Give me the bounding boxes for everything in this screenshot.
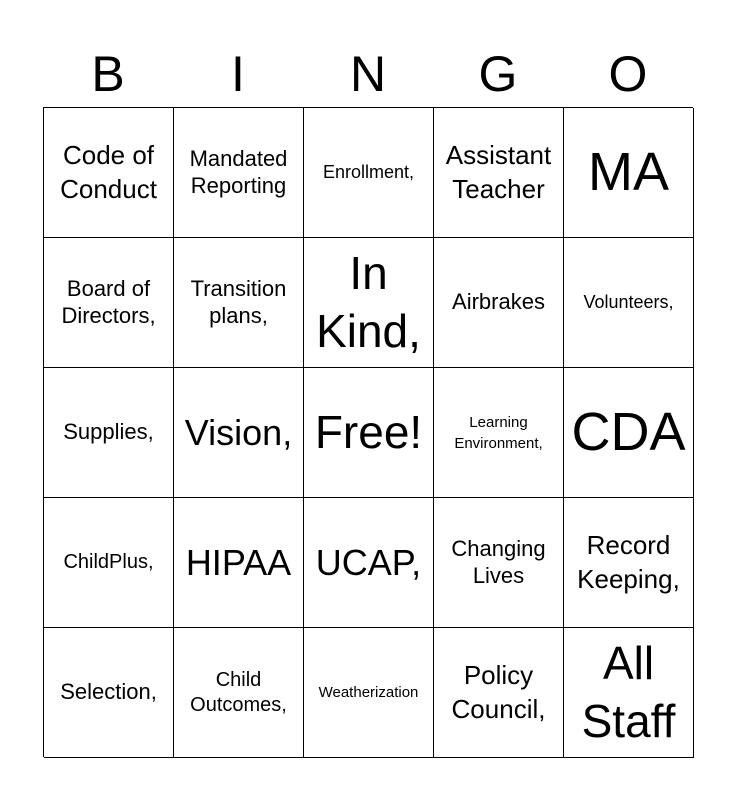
cell-text: Learning Environment, bbox=[454, 413, 543, 452]
cell-text: MA bbox=[588, 141, 669, 202]
cell-text: Transition plans, bbox=[190, 276, 287, 328]
bingo-cell[interactable] bbox=[44, 238, 174, 368]
cell-text: Board of Directors, bbox=[61, 276, 156, 328]
bingo-cell[interactable] bbox=[304, 238, 434, 368]
bingo-cell[interactable] bbox=[44, 108, 174, 238]
bingo-cell[interactable] bbox=[44, 628, 174, 758]
cell-text: All Staff bbox=[581, 637, 676, 747]
bingo-cell[interactable] bbox=[434, 238, 564, 368]
header-letter-n: N bbox=[349, 46, 387, 102]
bingo-cell[interactable] bbox=[44, 368, 174, 498]
header-letter-b: B bbox=[91, 46, 125, 102]
bingo-cell[interactable] bbox=[564, 238, 694, 368]
cell-text: Airbrakes bbox=[452, 289, 545, 315]
cell-text: Assistant Teacher bbox=[445, 139, 552, 204]
bingo-cell[interactable] bbox=[174, 108, 304, 238]
cell-text: ChildPlus, bbox=[63, 551, 154, 573]
bingo-cell[interactable] bbox=[174, 498, 304, 628]
cell-text: Child Outcomes, bbox=[190, 668, 287, 716]
cell-text: Volunteers, bbox=[583, 292, 674, 313]
bingo-cell[interactable] bbox=[304, 628, 434, 758]
cell-text: Weatherization bbox=[318, 684, 419, 701]
bingo-cell[interactable] bbox=[564, 628, 694, 758]
header-letter-i: I bbox=[231, 46, 245, 102]
bingo-cell[interactable] bbox=[304, 498, 434, 628]
cell-text: Enrollment, bbox=[322, 162, 415, 183]
bingo-cell[interactable] bbox=[564, 368, 694, 498]
bingo-cell[interactable] bbox=[304, 108, 434, 238]
bingo-cell[interactable] bbox=[564, 108, 694, 238]
header-letter-o: O bbox=[608, 46, 648, 102]
cell-text: Supplies, bbox=[63, 419, 154, 445]
cell-text: Selection, bbox=[60, 679, 157, 705]
bingo-cell[interactable] bbox=[44, 498, 174, 628]
cell-text: In Kind, bbox=[316, 247, 421, 357]
bingo-cell[interactable] bbox=[434, 628, 564, 758]
cell-text: Record Keeping, bbox=[577, 529, 680, 594]
cell-text: Free! bbox=[314, 405, 423, 458]
bingo-cell[interactable] bbox=[174, 238, 304, 368]
cell-text: UCAP, bbox=[315, 541, 422, 583]
cell-text: CDA bbox=[571, 401, 686, 462]
free-space[interactable] bbox=[304, 368, 434, 498]
bingo-cell[interactable] bbox=[434, 108, 564, 238]
cell-text: Code of Conduct bbox=[60, 139, 157, 204]
bingo-cell[interactable] bbox=[434, 368, 564, 498]
bingo-cell[interactable] bbox=[434, 498, 564, 628]
cell-text: Vision, bbox=[184, 411, 293, 453]
header-letter-g: G bbox=[478, 46, 518, 102]
cell-text: Changing Lives bbox=[451, 536, 546, 588]
bingo-cell[interactable] bbox=[174, 368, 304, 498]
bingo-cell[interactable] bbox=[174, 628, 304, 758]
bingo-header bbox=[43, 40, 693, 108]
bingo-card bbox=[43, 107, 693, 757]
cell-text: HIPAA bbox=[185, 541, 292, 583]
bingo-cell[interactable] bbox=[564, 498, 694, 628]
cell-text: Policy Council, bbox=[451, 659, 546, 724]
cell-text: Mandated Reporting bbox=[189, 146, 288, 198]
